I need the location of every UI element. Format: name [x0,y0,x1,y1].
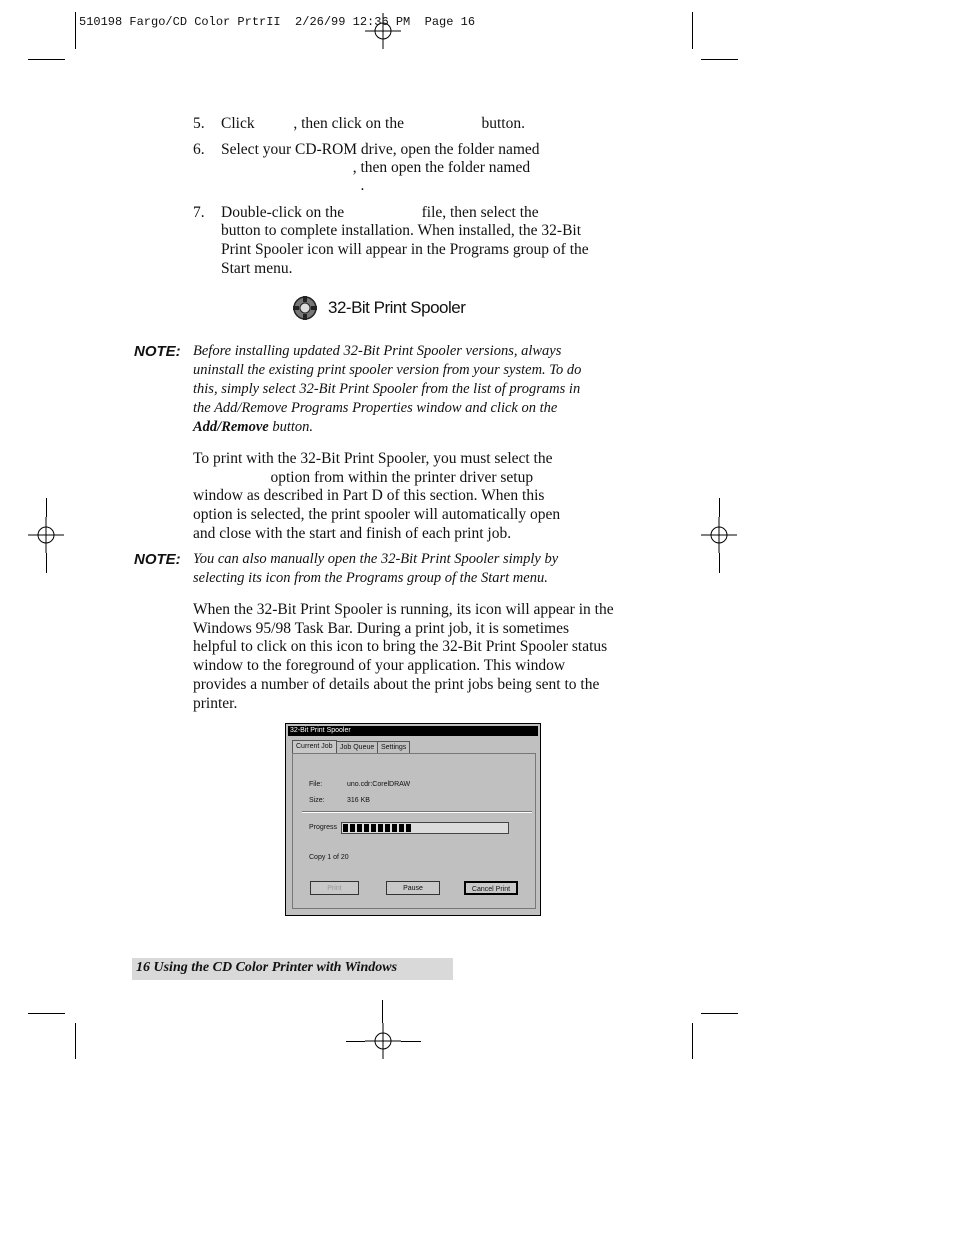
tab-current-job[interactable]: Current Job [292,740,337,753]
step-text: Print Spooler icon will appear in the Programs group of the [221,241,589,258]
progress-block [406,824,411,832]
crop-mark [75,12,76,49]
dialog-title: 32-Bit Print Spooler [288,726,538,736]
size-label: Size: [309,797,325,804]
note-bold: Add/Remove [193,419,269,435]
note-label: NOTE: [134,343,181,360]
crop-mark [46,553,47,573]
paragraph-line: window as described in Part D of this section. When this [193,487,545,504]
progress-bar [341,822,509,834]
crop-mark [382,1000,383,1023]
step-text: Double-click on the file, then select the [221,204,539,221]
cancel-print-button[interactable]: Cancel Print [464,881,518,895]
step-number: 6. [193,141,205,158]
paragraph-line: printer. [193,695,238,712]
note-tail: button. [268,419,314,435]
progress-block [385,824,390,832]
step-number: 7. [193,204,205,221]
step-text: button to complete installation. When installed, the 32-Bit [221,222,582,239]
tab-settings[interactable]: Settings [377,741,410,753]
step-text: . [221,177,365,194]
copy-count: Copy 1 of 20 [309,854,349,861]
paragraph-line: option is selected, the print spooler will automatically open [193,506,561,523]
crop-mark [701,1013,738,1014]
paragraph-line: window to the foreground of your application. This window [193,657,566,674]
step-text: , then open the folder named [221,159,531,176]
registration-mark-icon [701,517,737,553]
note-text: Before installing updated 32-Bit Print Spooler versions, always [193,343,562,359]
crop-mark [701,59,738,60]
registration-mark-icon [365,1023,401,1059]
progress-block [399,824,404,832]
paragraph-line: Windows 95/98 Task Bar. During a print job, it is sometimes [193,620,570,637]
paragraph-line: option from within the printer driver setup [193,469,534,486]
paragraph-line: provides a number of details about the print jobs being sent to the [193,676,600,693]
paragraph-line: When the 32-Bit Print Spooler is running, its icon will appear in the [193,601,614,618]
progress-fill [343,824,417,832]
spooler-icon-label: 32-Bit Print Spooler [328,298,466,317]
crop-mark [28,1013,65,1014]
note-text: this, simply select 32-Bit Print Spooler from the list of programs in [193,381,581,397]
paragraph-line: and close with the start and finish of each print job. [193,525,512,542]
spooler-shortcut [292,294,465,322]
tab-job-queue[interactable]: Job Queue [336,741,378,753]
note-text: selecting its icon from the Programs group of the Start menu. [193,570,548,586]
crop-mark [719,498,720,517]
print-spooler-icon [292,295,318,321]
step-text: Start menu. [221,260,293,277]
progress-block [378,824,383,832]
crop-mark [46,498,47,517]
step-text: Select your CD-ROM drive, open the folder named [221,141,540,158]
crop-mark [75,1023,76,1059]
progress-block [364,824,369,832]
separator [302,811,532,813]
file-label: File: [309,781,323,788]
note-text-last [193,418,313,437]
crop-mark [692,12,693,49]
progress-block [357,824,362,832]
progress-block [350,824,355,832]
paragraph-line: To print with the 32-Bit Print Spooler, you must select the [193,450,553,467]
page-footer [132,958,453,980]
print-spooler-dialog [285,723,541,916]
print-button[interactable]: Print [310,881,359,895]
registration-mark-icon [28,517,64,553]
note-text: the Add/Remove Programs Properties window and click on the [193,400,558,416]
note-text: You can also manually open the 32-Bit Print Spooler simply by [193,551,559,567]
progress-label: Progress [309,824,338,831]
progress-block [392,824,397,832]
note-text: uninstall the existing print spooler version from your system. To do [193,362,582,378]
crop-mark [692,1023,693,1059]
size-value: 316 KB [347,797,370,804]
crop-mark [28,59,65,60]
step-number: 5. [193,115,205,132]
pause-button[interactable]: Pause [386,881,440,895]
footer-text: 16 Using the CD Color Printer with Windows [136,960,398,975]
crop-mark [401,1041,421,1042]
file-value: uno.cdr:CorelDRAW [347,781,411,788]
step-text: Click , then click on the button. [221,115,525,132]
crop-mark [346,1041,365,1042]
note-label: NOTE: [134,551,181,568]
progress-block [371,824,376,832]
crop-mark [719,553,720,573]
header-slug: 510198 Fargo/CD Color PrtrII 2/26/99 12:36 PM Page 16 [79,15,476,29]
paragraph-line: helpful to click on this icon to bring the 32-Bit Print Spooler status [193,638,608,655]
progress-block [343,824,348,832]
